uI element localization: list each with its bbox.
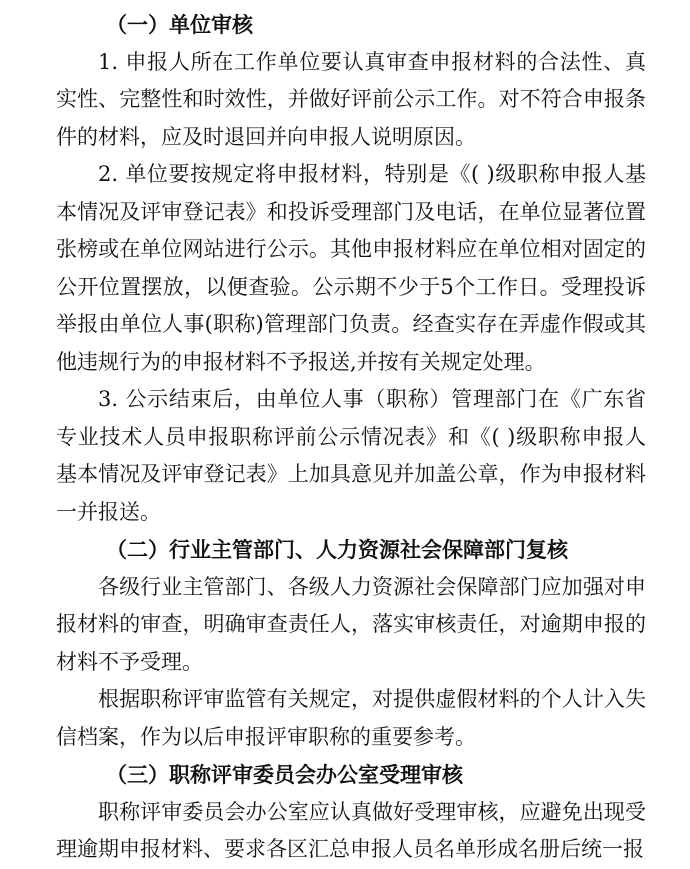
document-page	[56, 6, 646, 869]
paragraph: 1. 申报人所在工作单位要认真审查申报材料的合法性、真实性、完整性和时效性，并做好评前公示工作。对不符合申报条件的材料，应及时退回并向申报人说明原因。	[56, 49, 646, 149]
section-committee-office-review	[56, 756, 646, 869]
section-unit-review	[56, 6, 646, 531]
paragraph: 职称评审委员会办公室应认真做好受理审核，应避免出现受理逾期申报材料、要求各区汇总申报人员名单形成名册后统一报	[56, 799, 646, 861]
paragraph: 2. 单位要按规定将申报材料，特别是《( )级职称申报人基本情况及评审登记表》和投诉受理部门及电话，在单位显著位置张榜或在单位网站进行公示。其他申报材料应在单位相对固定的公开位置摆放，以便查验。公示期不少于5个工作日。受理投诉举报由单位人事(职称)管理部门负责。经查实存在弄虚作假或其他违规行为的申报材料不予报送,并按有关规定处理。	[56, 162, 646, 374]
section-heading: （二）行业主管部门、人力资源社会保障部门复核	[106, 537, 568, 562]
paragraph: 根据职称评审监管有关规定，对提供虚假材料的个人计入失信档案，作为以后申报评审职称的重要参考。	[56, 687, 646, 749]
paragraph: 3. 公示结束后，由单位人事（职称）管理部门在《广东省专业技术人员申报职称评前公示情况表》和《( )级职称申报人基本情况及评审登记表》上加具意见并加盖公章，作为申报材料一并报送。	[56, 387, 646, 524]
section-department-recheck	[56, 531, 646, 756]
section-heading: （一）单位审核	[106, 12, 253, 37]
paragraph: 各级行业主管部门、各级人力资源社会保障部门应加强对申报材料的审查，明确审查责任人，落实审核责任，对逾期申报的材料不予受理。	[56, 574, 646, 674]
section-heading: （三）职称评审委员会办公室受理审核	[106, 762, 463, 787]
